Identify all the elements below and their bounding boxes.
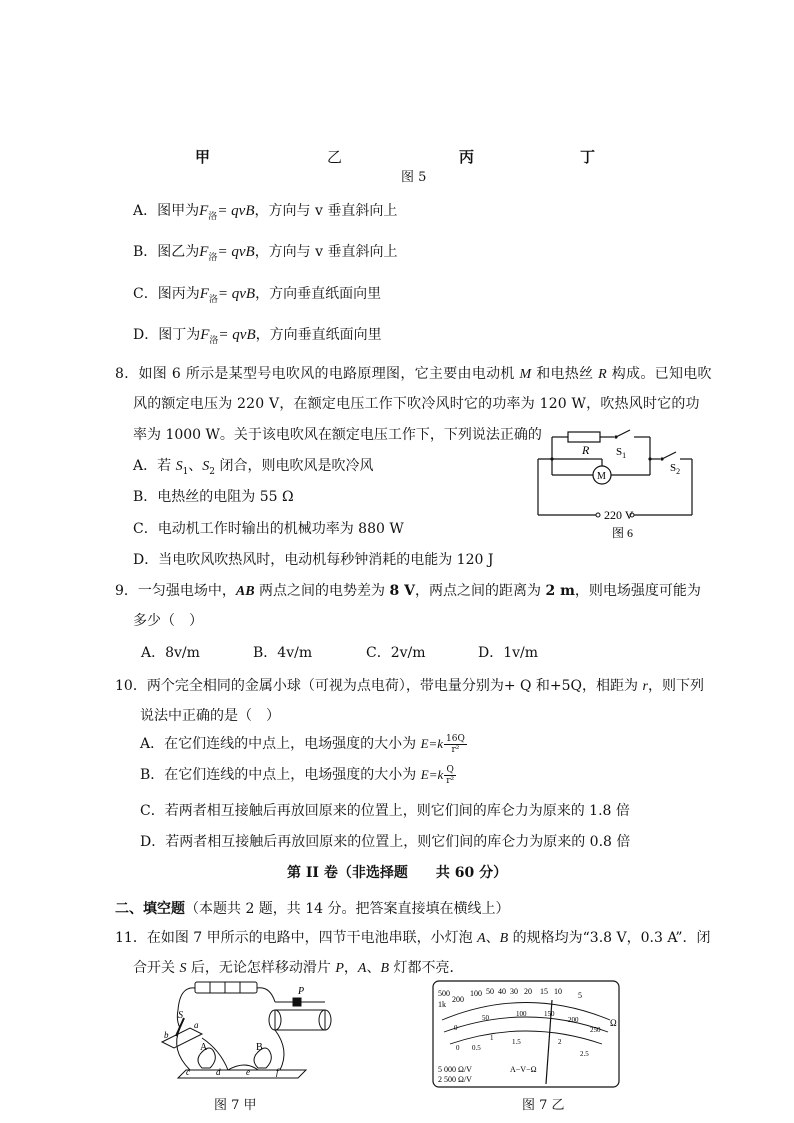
q9-option-a: A．8v/m [141,645,200,661]
svg-text:e: e [246,1067,250,1077]
q8-option-c: C．电动机工作时输出的机械功率为 880 W [133,521,404,537]
fig7a-battery-pack [195,982,257,993]
svg-text:220 V: 220 V [604,508,634,522]
svg-text:50: 50 [482,1014,489,1022]
q8-option-b: B．电热丝的电阻为 55 Ω [133,489,294,505]
q10-option-d: D．若两者相互接触后再放回原来的位置上，则它们间的库仑力为原来的 0.8 倍 [140,834,631,850]
q7-option-d: D．图丁为$F_洛=$ qvB，方向垂直纸面向里 [133,327,382,346]
svg-text:30: 30 [510,987,518,996]
fig5-label-ding: 丁 [580,148,596,166]
q9-option-c: C．2v/m [366,645,426,661]
svg-text:500: 500 [438,989,450,998]
q11-stem-line2: 合开关 S 后，无论怎样移动滑片 P，A、B 灯都不亮． [133,960,464,976]
svg-text:a: a [194,1020,199,1030]
section2-title: 第 II 卷（非选择题 共 60 分） [287,865,508,881]
svg-text:250: 250 [590,1026,601,1034]
svg-text:100: 100 [516,1010,527,1018]
q7-option-b: B．图乙为$F_洛=$ qvB，方向与 v 垂直斜向上 [133,244,398,263]
svg-text:B: B [256,1042,263,1053]
fig5-label-jia: 甲 [195,148,211,166]
svg-text:f: f [276,1067,279,1077]
svg-text:0.5: 0.5 [472,1044,481,1052]
q9-stem-line1: 9．一匀强电场中，AB 两点之间的电势差为 8 V，两点之间的距离为 2 m，则电场强度可能为 [115,583,701,599]
svg-text:10: 10 [554,987,562,996]
fig6-resistor [568,432,600,442]
q10-option-b: B．在它们连线的中点上，电场强度的大小为 E=k $\frac{Q}{\text{r²}}$ [140,764,455,786]
q8-stem-line1: 8．如图 6 所示是某型号电吹风的电路原理图，它主要由电动机 M 和电热丝 R 构成。已知电吹 [115,366,712,382]
svg-text:5: 5 [578,991,582,1000]
fig5-label-bing: 丙 [459,148,475,166]
svg-text:200: 200 [568,1016,579,1024]
svg-text:15: 15 [540,987,548,996]
q10-stem-line1: 10．两个完全相同的金属小球（可视为点电荷），带电量分别为+ Q 和+5Q，相距为 r，则下列 [115,678,704,694]
fig6-switch-s1 [616,430,630,437]
svg-text:d: d [216,1067,221,1077]
svg-text:200: 200 [452,995,464,1004]
svg-text:A−V−Ω: A−V−Ω [510,1065,537,1074]
svg-text:R: R [582,443,590,457]
svg-text:S: S [178,1010,183,1021]
q7-option-c: C．图丙为$F_洛=$ qvB，方向垂直纸面向里 [133,286,382,305]
fig7a-slider [293,998,301,1006]
svg-text:0: 0 [456,1044,460,1052]
svg-text:1: 1 [490,1034,494,1042]
q8-stem-line2: 风的额定电压为 220 V，在额定电压工作下吹冷风时它的功率为 120 W，吹热风时它的功 [133,396,700,412]
svg-text:P: P [298,986,305,997]
svg-text:20: 20 [524,987,532,996]
fig7b-meter-dial [432,980,620,1088]
svg-text:50: 50 [486,987,494,996]
q9-option-d: D．1v/m [478,645,539,661]
fig7a-caption: 图 7 甲 [214,1098,257,1113]
fig7b-caption: 图 7 乙 [522,1098,565,1113]
svg-text:Ω: Ω [610,1018,617,1028]
q8-option-d: D．当电吹风吹热风时，电动机每秒钟消耗的电能为 120 J [133,552,494,568]
svg-text:c: c [186,1067,190,1077]
svg-text:S1: $S_1$ [616,446,627,460]
svg-text:1k: 1k [438,1000,446,1009]
q10-option-c: C．若两者相互接触后再放回原来的位置上，则它们间的库仑力为原来的 1.8 倍 [140,803,630,819]
svg-text:A: A [200,1042,208,1053]
svg-text:40: 40 [498,987,506,996]
q9-stem-line2: 多少（ ） [133,613,203,629]
fig5-label-yi: 乙 [327,148,343,166]
q8-option-a: A．若 $S_1$、$S_2$ 闭合，则电吹风是吹冷风 [133,458,374,477]
fig6-circuit-diagram [530,425,700,545]
fig5-caption: 图 5 [401,170,427,185]
svg-text:100: 100 [470,989,482,998]
section2-heading: 二、填空题（本题共 2 题，共 14 分。把答案直接填在横线上） [115,901,510,917]
q9-option-b: B．4v/m [253,645,313,661]
q11-stem-line1: 11．在如图 7 甲所示的电路中，四节干电池串联，小灯泡 A、B 的规格均为“3.8 V，0.3 A”．闭 [115,930,711,946]
svg-text:0: 0 [454,1024,458,1032]
q8-stem-line3: 率为 1000 W。关于该电吹风在额定电压工作下，下列说法正确的 [133,427,542,443]
q10-stem-line2: 说法中正确的是（ ） [140,708,280,724]
svg-text:2 500 Ω/V: 2 500 Ω/V [438,1075,472,1084]
svg-text:M: M [597,471,606,482]
fig7a-circuit-drawing [150,980,340,1088]
svg-text:图 6: 图 6 [612,526,634,540]
svg-text:S2: $S_2$ [670,462,681,476]
svg-text:2.5: 2.5 [580,1050,589,1058]
q7-option-a: A．图甲为$F_洛=$ qvB，方向与 v 垂直斜向上 [133,203,398,222]
q10-option-a: A．在它们连线的中点上，电场强度的大小为 E=k $\frac{16Q}{\text{r²}}$ [140,733,465,755]
svg-text:150: 150 [544,1010,555,1018]
svg-text:5 000 Ω/V: 5 000 Ω/V [438,1065,472,1074]
svg-text:b: b [164,1030,169,1040]
fig6-switch-s2 [662,452,676,459]
svg-text:2: 2 [558,1038,562,1046]
svg-text:1.5: 1.5 [512,1038,521,1046]
